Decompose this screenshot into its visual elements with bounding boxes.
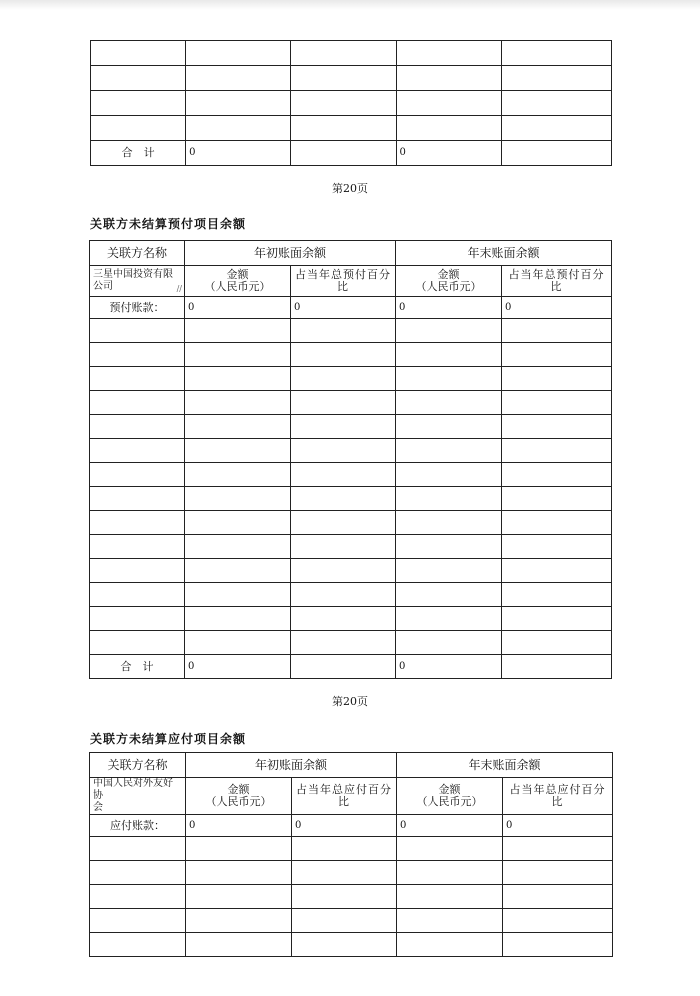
payable-section-title: 关联方未结算应付项目余额 xyxy=(90,732,247,746)
begin-amount-header: 金额 （人民币元） xyxy=(185,266,291,297)
prepaid-table xyxy=(89,240,612,679)
table-row xyxy=(90,535,612,559)
total-begin-amount: 0 xyxy=(186,141,291,166)
header-row xyxy=(90,753,613,778)
col-party-name: 关联方名称 xyxy=(90,241,185,266)
subheader-row xyxy=(90,266,612,297)
payable-table xyxy=(89,752,613,957)
header-row xyxy=(90,241,612,266)
end-pct-header: 占当年总应付百分比 xyxy=(503,778,613,815)
begin-pct-header: 占当年总预付百分比 xyxy=(291,266,396,297)
table-row xyxy=(90,607,612,631)
begin-amount-value: 0 xyxy=(186,815,292,837)
table-row xyxy=(90,909,613,933)
begin-pct-value: 0 xyxy=(291,297,396,319)
table-row xyxy=(91,66,612,91)
table-row xyxy=(90,367,612,391)
end-pct-header: 占当年总预付百分比 xyxy=(502,266,612,297)
total-label: 合 计 xyxy=(91,141,186,166)
page-number: 第20页 xyxy=(332,182,368,195)
end-pct-value: 0 xyxy=(502,297,612,319)
col-begin-balance: 年初账面余额 xyxy=(185,241,396,266)
table-row xyxy=(90,415,612,439)
company-name: 三星中国投资有限公司 // xyxy=(90,266,185,297)
table-row xyxy=(90,511,612,535)
table-row xyxy=(90,487,612,511)
begin-pct-value: 0 xyxy=(292,815,397,837)
table-row xyxy=(90,861,613,885)
total-end-amount: 0 xyxy=(396,655,502,679)
col-party-name: 关联方名称 xyxy=(90,753,186,778)
table-row xyxy=(91,91,612,116)
total-row xyxy=(90,655,612,679)
prepaid-row xyxy=(90,297,612,319)
table-row xyxy=(90,439,612,463)
row-label: 应付账款： xyxy=(90,815,186,837)
table-row xyxy=(90,837,613,861)
end-amount-header: 金额 （人民币元） xyxy=(396,266,502,297)
subheader-row xyxy=(90,778,613,815)
payable-row xyxy=(90,815,613,837)
total-row xyxy=(91,141,612,166)
table-row xyxy=(90,463,612,487)
table-row xyxy=(90,583,612,607)
col-begin-balance: 年初账面余额 xyxy=(186,753,397,778)
table-row xyxy=(90,885,613,909)
table-row xyxy=(90,631,612,655)
prepaid-section-title: 关联方未结算预付项目余额 xyxy=(90,217,247,231)
company-name: 中国人民对外友好协 会 xyxy=(90,778,186,815)
end-amount-value: 0 xyxy=(397,815,503,837)
table-row xyxy=(90,319,612,343)
table-row xyxy=(91,41,612,66)
col-end-balance: 年末账面余额 xyxy=(396,241,612,266)
top-table xyxy=(90,40,612,166)
table-row xyxy=(90,559,612,583)
begin-pct-header: 占当年总应付百分比 xyxy=(292,778,397,815)
begin-amount-value: 0 xyxy=(185,297,291,319)
end-pct-value: 0 xyxy=(503,815,613,837)
page-number: 第20页 xyxy=(332,695,368,708)
table-row xyxy=(90,343,612,367)
total-begin-amount: 0 xyxy=(185,655,291,679)
end-amount-value: 0 xyxy=(396,297,502,319)
scan-top-shadow xyxy=(0,0,700,10)
total-end-amount: 0 xyxy=(396,141,501,166)
total-label: 合 计 xyxy=(90,655,185,679)
col-end-balance: 年末账面余额 xyxy=(397,753,613,778)
end-amount-header: 金额 （人民币元） xyxy=(397,778,503,815)
table-row xyxy=(90,391,612,415)
row-label: 预付账款： xyxy=(90,297,185,319)
table-row xyxy=(90,933,613,957)
table-row xyxy=(91,116,612,141)
begin-amount-header: 金额 （人民币元） xyxy=(186,778,292,815)
